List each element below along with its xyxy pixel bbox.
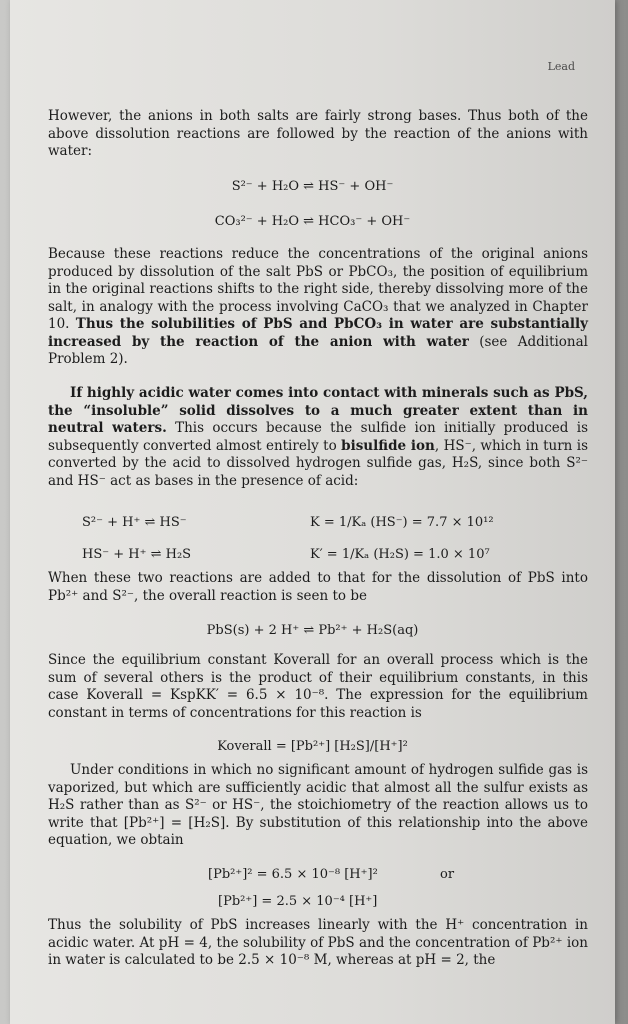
paragraph-3 [48, 385, 588, 490]
paragraph-2-bold: Thus the solubilities of PbS and PbCO₃ in water are substantially increased by the reaction of the anion with water [48, 316, 589, 350]
equation-lead-linear: [Pb²⁺] = 2.5 × 10⁻⁴ [H⁺] [218, 894, 378, 909]
paragraph-3-bold: If highly acidic water comes into contact with minerals such as PbS, the “insoluble” solid dissolves to a much greater extent than in neutral waters. [48, 385, 588, 436]
paragraph-2-text: Because these reactions reduce the concentrations of the original anions produced by dissolution of the salt PbS or PbCO₃, the position of equilibrium in the original reactions shifts to the right side, thereby dissolving more of the salt, in analogy with the process involving CaCO₃ that we analyzed in Chapter 10. [48, 246, 588, 332]
equation-or-label: or [440, 867, 455, 882]
paragraph-5: Since the equilibrium constant Koverall for an overall process which is the sum of several others is the product of their equilibrium constants, in this case Koverall = KspKK′ = 6.5 × 10⁻⁸. The expression for the equilibrium constant in terms of concentrations for this reaction is [48, 652, 588, 721]
equation-k-overall: Koverall = [Pb²⁺] [H₂S]/[H⁺]² [217, 739, 408, 754]
equilibrium-constant-k: K = 1/Kₐ (HS⁻) = 7.7 × 10¹² [310, 515, 494, 530]
equation-carbonate-hydrolysis: CO₃²⁻ + H₂O ⇌ HCO₃⁻ + OH⁻ [214, 214, 411, 229]
paragraph-6: Under conditions in which no significant amount of hydrogen sulfide gas is vaporized, but which are sufficiently acidic that almost all the sulfur exists as H₂S rather than as S²⁻ or HS⁻, the stoichiometry of the reaction allows us to write that [Pb²⁺] = [H₂S]. By substitution of this relationship into the above equation, we obtain [48, 762, 588, 848]
paragraph-3-text: This occurs because the sulfide ion initially produced is subsequently converted almost entirely to [48, 420, 588, 454]
paragraph-2 [48, 246, 588, 369]
equation-sulfide-hydrolysis: S²⁻ + H₂O ⇌ HS⁻ + OH⁻ [231, 179, 394, 194]
equation-lead-squared: [Pb²⁺]² = 6.5 × 10⁻⁸ [H⁺]² [208, 867, 378, 882]
paragraph-3-end: , HS⁻, which in turn is converted by the acid to dissolved hydrogen sulfide gas, H₂S, since both S²⁻ and HS⁻ act as bases in the presence of acid: [48, 437, 588, 489]
paragraph-7: Thus the solubility of PbS increases linearly with the H⁺ concentration in acidic water. At pH = 4, the solubility of PbS and the concentration of Pb²⁺ ion in water is calculated to be 2.5 × 10⁻⁸ M, whereas at pH = 2, the [48, 917, 588, 968]
book-page [10, 0, 615, 1024]
paragraph-2-end: (see Additional Problem 2). [48, 333, 588, 367]
bisulfide-term: bisulfide ion [341, 437, 435, 454]
equilibrium-constant-k-prime: K′ = 1/Kₐ (H₂S) = 1.0 × 10⁷ [310, 547, 490, 562]
equation-bisulfide-protonation: HS⁻ + H⁺ ⇌ H₂S [82, 547, 192, 562]
paragraph-1: However, the anions in both salts are fairly strong bases. Thus both of the above dissolution reactions are followed by the reaction of the anions with water: [48, 108, 588, 159]
equation-overall-reaction: PbS(s) + 2 H⁺ ⇌ Pb²⁺ + H₂S(aq) [206, 623, 419, 638]
paragraph-4: When these two reactions are added to that for the dissolution of PbS into Pb²⁺ and S²⁻, the overall reaction is seen to be [48, 570, 588, 604]
running-head: Lead [547, 60, 575, 73]
equation-sulfide-protonation: S²⁻ + H⁺ ⇌ HS⁻ [82, 515, 187, 530]
